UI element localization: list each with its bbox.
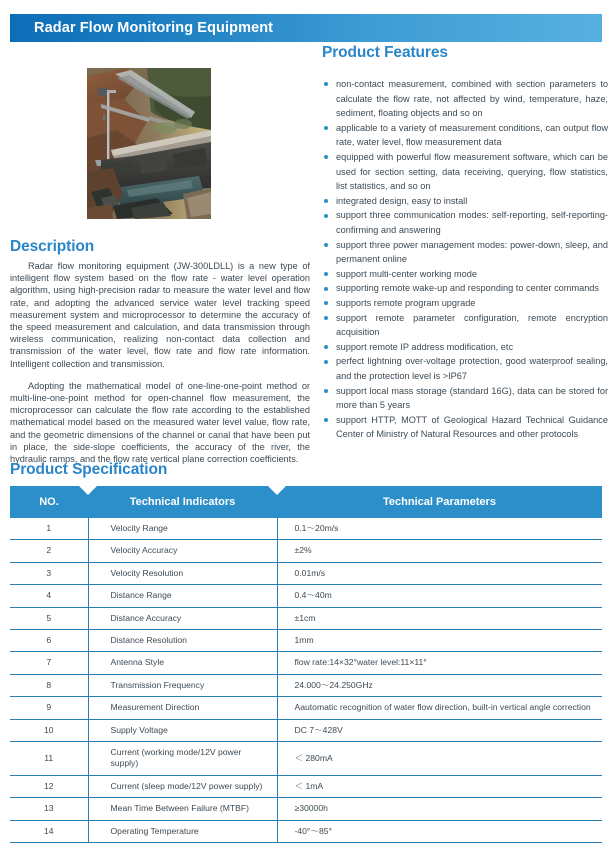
specification-table-wrapper: [10, 486, 602, 843]
table-row: [10, 562, 602, 584]
table-row: [10, 742, 602, 776]
feature-item: [322, 281, 608, 296]
cell-parameter: Aautomatic recognition of water flow direction, built-in vertical angle correction: [277, 697, 602, 719]
cell-indicator: Current (sleep mode/12V power supply): [88, 775, 277, 797]
bullet-icon: [324, 301, 328, 305]
cell-parameter: ＜ 1mA: [277, 775, 602, 797]
cell-indicator: Distance Resolution: [88, 630, 277, 652]
cell-no: 2: [10, 540, 88, 562]
feature-item: [322, 150, 608, 194]
table-row: [10, 585, 602, 607]
description-paragraph-1: Radar flow monitoring equipment (JW-300LDLL) is a new type of intelligent flow system based on the flow rate - water level operation algorithm, using high-precision radar to measure the water level and flow rate, and adopting the advanced service water level tracking speed measurement system and microprocessor to determine the accuracy of the speed measurement and calculation, and data transmission through wireless communication, realizing non-contact data collection and transmission of the water level, flow rate and flow rate information. Intelligent collection and transmission.: [10, 261, 310, 369]
feature-text: supporting remote wake-up and responding to center commands: [336, 283, 600, 294]
table-row: [10, 775, 602, 797]
table-header: [10, 486, 602, 518]
cell-parameter: ≥30000h: [277, 798, 602, 820]
description-section: [10, 238, 310, 475]
bullet-icon: [324, 316, 328, 320]
feature-item: [322, 296, 608, 311]
cell-no: 5: [10, 607, 88, 629]
feature-item: [322, 77, 608, 121]
product-specification-section: [10, 461, 167, 483]
cell-no: 12: [10, 775, 88, 797]
specification-table: [10, 486, 602, 843]
cell-parameter: 0.01m/s: [277, 562, 602, 584]
page-title-bar: [10, 14, 602, 42]
cell-indicator: Current (working mode/12V power supply): [88, 742, 277, 776]
cell-indicator: Velocity Resolution: [88, 562, 277, 584]
feature-text: non-contact measurement, combined with section parameters to calculate the flow rate, not affected by wind, temperature, haze, sediment, floating objects and so on: [336, 79, 608, 119]
feature-item: [322, 340, 608, 355]
cell-indicator: Velocity Accuracy: [88, 540, 277, 562]
radar-flow-installation-illustration: [87, 68, 211, 219]
bullet-icon: [324, 345, 328, 349]
cell-indicator: Transmission Frequency: [88, 674, 277, 696]
table-row: [10, 630, 602, 652]
cell-parameter: flow rate:14×32°water level:11×11°: [277, 652, 602, 674]
feature-text: perfect lightning over-voltage protection, good waterproof sealing, and the protection level is >IP67: [336, 356, 608, 381]
column-header-no: NO.: [10, 486, 88, 518]
cell-indicator: Distance Accuracy: [88, 607, 277, 629]
cell-no: 7: [10, 652, 88, 674]
cell-parameter: ＜ 280mA: [277, 742, 602, 776]
feature-item: [322, 413, 608, 442]
feature-item: [322, 311, 608, 340]
cell-no: 4: [10, 585, 88, 607]
product-features-section: [322, 44, 608, 442]
feature-text: support remote IP address modification, etc: [336, 341, 514, 352]
cell-parameter: DC 7～428V: [277, 719, 602, 741]
bullet-icon: [324, 214, 328, 218]
column-header-technical-parameters: Technical Parameters: [277, 486, 602, 518]
feature-text: integrated design, easy to install: [336, 195, 468, 206]
cell-parameter: ±2%: [277, 540, 602, 562]
bullet-icon: [324, 418, 328, 422]
cell-no: 6: [10, 630, 88, 652]
feature-text: support multi-center working mode: [336, 268, 477, 279]
feature-item: [322, 238, 608, 267]
description-heading: Description: [10, 238, 95, 255]
feature-text: support three power management modes: power-down, sleep, and permanent online: [336, 239, 608, 265]
cell-no: 3: [10, 562, 88, 584]
cell-no: 1: [10, 518, 88, 540]
table-row: [10, 674, 602, 696]
feature-item: [322, 354, 608, 383]
cell-parameter: 1mm: [277, 630, 602, 652]
feature-item: [322, 208, 608, 237]
cell-parameter: -40°～85°: [277, 820, 602, 842]
table-row: [10, 607, 602, 629]
bullet-icon: [324, 243, 328, 247]
product-specification-heading: Product Specification: [10, 461, 168, 478]
cell-indicator: Measurement Direction: [88, 697, 277, 719]
cell-indicator: Distance Range: [88, 585, 277, 607]
bullet-icon: [324, 389, 328, 393]
bullet-icon: [324, 272, 328, 276]
feature-text: support HTTP, MOTT of Geological Hazard Technical Guidance Center of Ministry of Natural Resources and other protocols: [336, 414, 608, 440]
table-row: [10, 518, 602, 540]
table-header-row: [10, 486, 602, 518]
cell-indicator: Mean Time Between Failure (MTBF): [88, 798, 277, 820]
feature-item: [322, 384, 608, 413]
cell-no: 11: [10, 742, 88, 776]
table-row: [10, 540, 602, 562]
cell-indicator: Antenna Style: [88, 652, 277, 674]
feature-text: support three communication modes: self-reporting, self-reporting-confirming and answering: [336, 210, 608, 235]
feature-item: [322, 194, 608, 209]
feature-item: [322, 121, 608, 150]
cell-parameter: 0.4～40m: [277, 585, 602, 607]
cell-parameter: 24.000～24.250GHz: [277, 674, 602, 696]
cell-indicator: Velocity Range: [88, 518, 277, 540]
feature-item: [322, 267, 608, 282]
product-features-list: [322, 77, 608, 442]
cell-indicator: Operating Temperature: [88, 820, 277, 842]
cell-no: 13: [10, 798, 88, 820]
column-header-technical-indicators: Technical Indicators: [88, 486, 277, 518]
bullet-icon: [324, 82, 328, 86]
bullet-icon: [324, 155, 328, 159]
description-paragraph-2: Adopting the mathematical model of one-line-one-point method or multi-line-one-point method for open-channel flow measurement, the microprocessor can calculate the flow rate according to the established mathematical model based on the measured water level value, flow rate, and the geometric dimensions of the channel or canal that have been put in place, the side-slope coefficients, the accuracy of the river, the hydraulic ramps, and the flow rate vertical plane correction coefficients.: [10, 380, 310, 465]
table-row: [10, 697, 602, 719]
feature-text: equipped with powerful flow measurement software, which can be used for section setting, data receiving, querying, flow statistics, list statistics, and so on: [336, 152, 608, 192]
product-photo: [87, 68, 211, 219]
cell-no: 8: [10, 674, 88, 696]
cell-parameter: 0.1～20m/s: [277, 518, 602, 540]
bullet-icon: [324, 287, 328, 291]
table-row: [10, 820, 602, 842]
bullet-icon: [324, 360, 328, 364]
page-title: Radar Flow Monitoring Equipment: [34, 20, 274, 36]
cell-parameter: ±1cm: [277, 607, 602, 629]
feature-text: support local mass storage (standard 16G), data can be stored for more than 5 years: [336, 385, 608, 411]
cell-indicator: Supply Voltage: [88, 719, 277, 741]
feature-text: support remote parameter configuration, remote encryption acquisition: [336, 312, 608, 338]
feature-text: applicable to a variety of measurement conditions, can output flow rate, water level, flow measurement data: [336, 122, 608, 148]
product-features-heading: Product Features: [322, 44, 448, 61]
table-row: [10, 719, 602, 741]
cell-no: 14: [10, 820, 88, 842]
bullet-icon: [324, 126, 328, 130]
table-row: [10, 798, 602, 820]
table-body: [10, 518, 602, 843]
cell-no: 10: [10, 719, 88, 741]
cell-no: 9: [10, 697, 88, 719]
bullet-icon: [324, 199, 328, 203]
table-row: [10, 652, 602, 674]
feature-text: supports remote program upgrade: [336, 297, 476, 308]
